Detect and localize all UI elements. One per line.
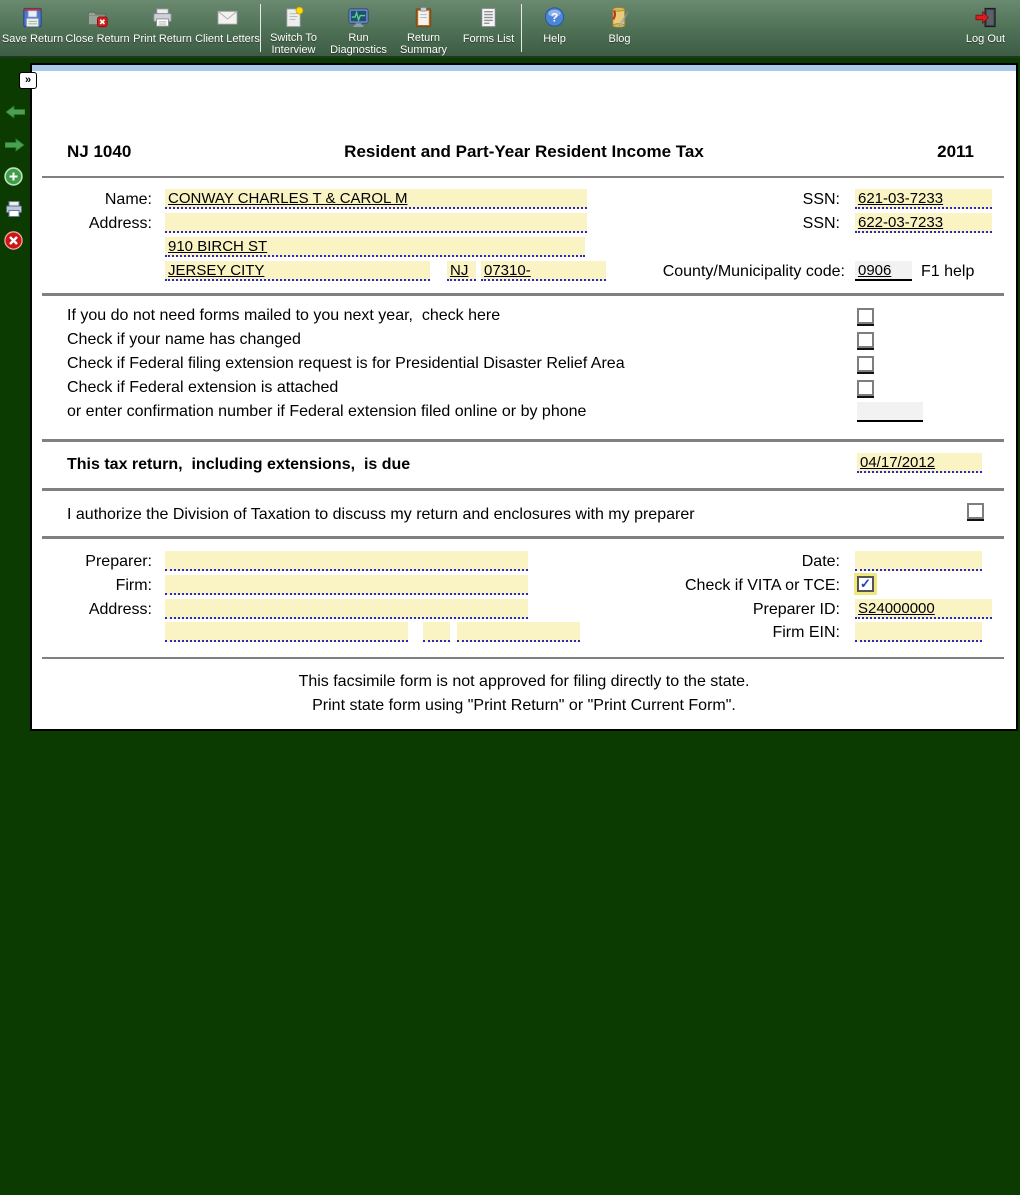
preparer-id-field[interactable] [855,599,992,619]
state-field[interactable] [447,261,476,281]
print-return-label: Print Return [133,33,192,45]
divider [42,657,1004,659]
svg-text:?: ? [550,10,559,25]
client-letters-label: Client Letters [195,33,260,45]
firm-label: Firm: [115,577,152,594]
return-summary-button[interactable] [391,0,456,56]
envelope-icon [215,4,240,31]
firm-ein-label: Firm EIN: [772,624,840,641]
ssn1-value: 621-03-7233 [858,190,944,207]
name-field[interactable] [165,189,587,209]
state-value: NJ [450,262,469,279]
extension-attached-checkbox[interactable] [857,380,874,396]
checklist-item-text: or enter confirmation number if Federal extension filed online or by phone [67,403,587,420]
name-value: CONWAY CHARLES T & CAROL M [168,190,408,207]
divider [42,488,1004,491]
form-id: NJ 1040 [67,142,132,161]
panel-top-strip [32,65,1016,71]
ssn2-field[interactable] [855,213,992,233]
street-value: 910 BIRCH ST [168,238,268,255]
county-code-field[interactable] [855,261,912,281]
due-date-field[interactable] [857,453,982,473]
folder-close-icon [85,4,110,31]
city-field[interactable] [165,261,430,281]
city-value: JERSEY CITY [168,262,265,279]
zip-value: 07310- [484,262,531,279]
question-sphere-icon [542,4,567,31]
log-out-label: Log Out [965,33,1006,45]
close-return-label: Close Return [65,33,130,45]
divider [42,439,1004,442]
preparer-name-field[interactable] [165,551,528,571]
confirmation-number-field[interactable] [857,402,923,422]
close-circle-icon[interactable] [4,231,23,255]
print-return-button[interactable] [130,0,195,56]
log-out-button[interactable] [953,0,1018,56]
panel-expander-button[interactable]: » [19,72,37,89]
ssn1-label: SSN: [802,191,840,208]
disaster-relief-checkbox[interactable] [857,356,874,372]
vita-tce-label: Check if VITA or TCE: [684,577,840,594]
county-code-value: 0906 [858,262,892,279]
save-return-label: Save Return [1,33,64,45]
due-date-value: 04/17/2012 [860,454,936,471]
ssn1-field[interactable] [855,189,992,209]
client-letters-button[interactable] [195,0,260,56]
preparer-date-field[interactable] [855,551,982,571]
preparer-id-label: Preparer ID: [752,601,840,618]
preparer-address-label: Address: [88,601,152,618]
due-date-label: This tax return, including extensions, is due [67,456,411,473]
authorize-preparer-checkbox[interactable] [967,503,984,519]
county-help-text: F1 help [921,263,975,280]
preparer-state-field[interactable] [423,622,450,642]
divider [42,293,1004,296]
firm-ein-field[interactable] [855,622,982,642]
run-diagnostics-label: Run Diagnostics [330,32,387,56]
print-icon[interactable] [4,199,24,224]
forms-list-label: Forms List [462,33,515,45]
preparer-label: Preparer: [85,553,152,570]
form-year: 2011 [937,142,974,161]
toolbar [0,0,1020,58]
preparer-zip-field[interactable] [457,622,580,642]
street-field[interactable] [165,237,585,257]
checklist-item-text: Check if Federal extension is attached [67,379,339,396]
county-code-label: County/Municipality code: [662,263,845,280]
forms-list-button[interactable] [456,0,521,56]
add-circle-icon[interactable] [4,167,23,191]
form-title: Resident and Part-Year Resident Income Tax [344,142,704,161]
door-exit-icon [973,4,998,31]
clipboard-icon [411,4,436,30]
printer-icon [150,4,175,31]
authorize-text: I authorize the Division of Taxation to discuss my return and enclosures with my preparer [67,506,695,523]
preparer-id-value: S24000000 [858,600,935,617]
return-summary-label: Return Summary [399,32,448,56]
date-label: Date: [801,553,840,570]
checklist-item-text: If you do not need forms mailed to you next year, check here [67,307,501,324]
blog-button[interactable] [587,0,652,56]
divider [42,176,1004,178]
back-arrow-icon[interactable] [5,104,25,125]
form-panel [30,63,1018,731]
name-label: Name: [104,191,152,208]
floppy-disk-icon [20,4,45,31]
close-return-button[interactable] [65,0,130,56]
address-label: Address: [88,215,152,232]
checklist-item-text: Check if your name has changed [67,331,301,348]
blog-label: Blog [608,33,631,45]
name-changed-checkbox[interactable] [857,332,874,348]
divider [42,536,1004,539]
switch-to-interview-label: Switch To Interview [270,32,317,56]
help-button[interactable] [522,0,587,56]
checklist-item-text: Check if Federal filing extension request is for Presidential Disaster Relief Area [67,355,625,372]
preparer-address-field[interactable] [165,599,528,619]
firm-name-field[interactable] [165,575,528,595]
ssn2-label: SSN: [802,215,840,232]
forms-mailed-checkbox[interactable] [857,308,874,324]
monitor-pulse-icon [346,4,371,30]
scroll-quill-icon [607,4,632,31]
ssn2-value: 622-03-7233 [858,214,944,231]
zip-field[interactable] [481,261,606,281]
run-diagnostics-button[interactable] [326,0,391,56]
help-label: Help [543,33,566,45]
address-field[interactable] [165,213,587,233]
save-return-button[interactable] [0,0,65,56]
forward-arrow-icon[interactable] [5,137,25,158]
page-highlight-icon [281,4,306,30]
facsimile-notice-line1: This facsimile form is not approved for filing directly to the state. [298,673,750,690]
facsimile-notice-line2: Print state form using "Print Return" or "Print Current Form". [312,697,736,714]
switch-to-interview-button[interactable] [261,0,326,56]
preparer-city-field[interactable] [165,622,408,642]
document-lines-icon [476,4,501,31]
vita-tce-checkbox[interactable]: ✓ [857,576,874,592]
